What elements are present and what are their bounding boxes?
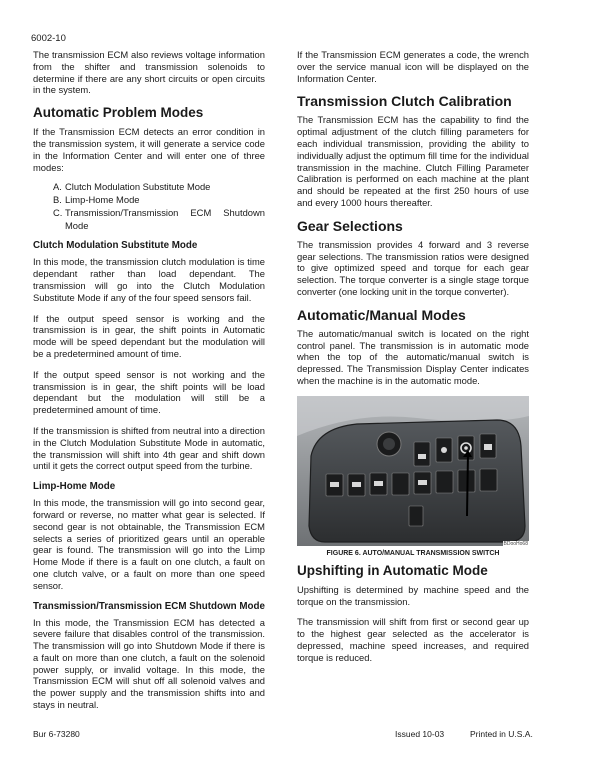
heading-shutdown: Transmission/Transmission ECM Shutdown Mode	[33, 600, 265, 612]
list-text: Transmission/Transmission ECM Shutdown Mode	[65, 207, 265, 232]
list-item	[53, 180, 265, 193]
list-letter: B.	[53, 194, 62, 206]
heading-clutch-calibration: Transmission Clutch Calibration	[297, 93, 512, 110]
limp-home-paragraph: In this mode, the transmission will go into second gear, forward or reverse, no matter what gear is selected. If second gear is not obtainable, the Transmission ECM selects a series of prioritized gears until an operable gear is found. The transmission will go into the Limp Home Mode if there is a fault on one clutch, a fault on one clutch valve, or a fault on more than one speed sensor.	[33, 497, 265, 591]
heading-auto-manual-modes: Automatic/Manual Modes	[297, 306, 466, 323]
heading-limp-home: Limp-Home Mode	[33, 481, 116, 493]
list-text: Clutch Modulation Substitute Mode	[65, 181, 211, 193]
gear-paragraph: The transmission provides 4 forward and 3 reverse gear selections. The transmission ratios were designed to give optimized speed and torque for each gear selection. The torque converter is a single stage torque converter (one locking unit in the torque converter).	[297, 238, 529, 297]
clutch-mod-paragraph-3: If the output speed sensor is not working and the transmission is in gear, the shift points will be load dependant but the modulation will still be a predetermined amount of time.	[33, 368, 265, 416]
right-column	[297, 49, 529, 673]
clutch-mod-paragraph-2: If the output speed sensor is working and the transmission is in gear, the shift points in Automatic mode will be speed dependant but the modulation will be a predetermined amount of time.	[33, 312, 265, 359]
clutch-mod-paragraph-1: In this mode, the transmission clutch modulation is time dependant rather than load dependant. The transmission will go into the Clutch Modulation Substitute Mode if any of the four speed sensors fail.	[33, 256, 265, 303]
left-column	[33, 49, 265, 720]
control-panel-illustration	[297, 396, 529, 546]
shutdown-paragraph: In this mode, the Transmission ECM has detected a severe failure that disables control of the transmission. The transmission will go into Shutdown Mode if there is a fault on more than one clutch, a fault on the solenoid power supply, or invalid voltage. In this mode, the Transmission ECM will shut off all solenoid valves and the power supply and the transmission shifts into and stays in neutral.	[33, 616, 265, 711]
page-number: 6002-10	[31, 33, 66, 44]
list-letter: A.	[53, 181, 62, 193]
auto-manual-paragraph: The automatic/manual switch is located on the right control panel. The transmission is in automatic mode when the top of the automatic/manual switch is depressed. The Transmission Display Center indicates when the machine is in the automatic mode.	[297, 327, 529, 386]
figure-id: BDooHo68	[503, 540, 528, 546]
list-letter: C.	[53, 207, 63, 219]
list-text: Limp-Home Mode	[65, 194, 140, 206]
figure-caption: FIGURE 6. AUTO/MANUAL TRANSMISSION SWITCH	[326, 549, 500, 557]
calibration-paragraph: The Transmission ECM has the capability to find the optimal adjustment of the clutch filling parameters for each individual transmission, providing the ability to individually adjust the optimum fill time for the individual transmission in the machine. Clutch Filling Parameter Calibration is performed on each machine at the plant and should be repeated at the first 250 hours of use and every 1000 hours thereafter.	[297, 114, 529, 208]
switch-panel-photo	[297, 396, 529, 546]
automatic-problem-paragraph: If the Transmission ECM detects an error condition in the transmission system, it will generate a service code in the Information Center and will enter one of three modes:	[33, 126, 265, 173]
list-item	[53, 206, 265, 232]
heading-automatic-problem-modes: Automatic Problem Modes	[33, 105, 204, 121]
footer-printed: Printed in U.S.A.	[470, 729, 533, 739]
upshift-paragraph-1: Upshifting is determined by machine speed and the torque on the transmission.	[297, 583, 529, 607]
footer-issued: Issued 10-03	[395, 729, 445, 739]
intro-paragraph: The transmission ECM also reviews voltage information from the shifter and transmission solenoids to determine if there are any short circuits or open circuits in the system.	[33, 49, 265, 96]
wrench-paragraph: If the Transmission ECM generates a code, the wrench over the service manual icon will be displayed on the Information Center.	[297, 49, 529, 84]
modes-list	[33, 180, 265, 232]
clutch-mod-paragraph-4: If the transmission is shifted from neutral into a direction in the Clutch Modulation Substitute Mode in automatic, the transmission will shift into 4th gear and shift down until it gets the correct output speed from the turbine.	[33, 424, 265, 472]
heading-clutch-modulation: Clutch Modulation Substitute Mode	[33, 240, 198, 252]
heading-gear-selections: Gear Selections	[297, 217, 403, 234]
upshift-paragraph-2: The transmission will shift from first or second gear up to the highest gear selected as the accelerator is depressed, machine speed increases, and required torque is reduced.	[297, 616, 529, 663]
list-item	[53, 193, 265, 206]
footer-document-number: Bur 6-73280	[33, 729, 80, 739]
heading-upshifting: Upshifting in Automatic Mode	[297, 562, 488, 578]
